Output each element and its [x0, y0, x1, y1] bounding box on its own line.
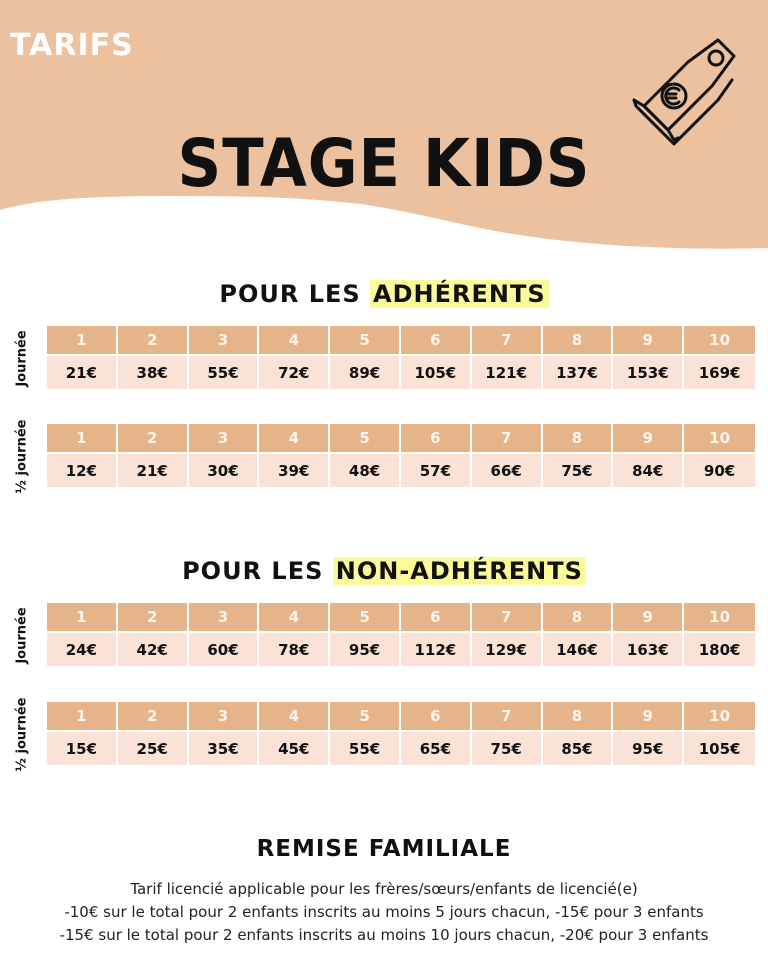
day-count-cell: 7 [472, 424, 543, 454]
price-cell: 121€ [472, 356, 543, 389]
prices-row [47, 732, 755, 765]
price-cell: 38€ [118, 356, 189, 389]
tarifs-label: TARIFS [10, 28, 134, 63]
day-count-cell: 1 [47, 424, 118, 454]
price-cell: 105€ [401, 356, 472, 389]
section-title-adherents [0, 280, 768, 308]
price-cell: 84€ [613, 454, 684, 487]
row-label-demi-journee: ½ journée [14, 697, 30, 771]
price-cell: 129€ [472, 633, 543, 666]
price-cell: 15€ [47, 732, 118, 765]
days-row [47, 603, 755, 633]
day-count-cell: 4 [259, 702, 330, 732]
price-cell: 57€ [401, 454, 472, 487]
day-count-cell: 4 [259, 603, 330, 633]
price-cell: 24€ [47, 633, 118, 666]
price-cell: 60€ [189, 633, 260, 666]
section-title-prefix: POUR LES [219, 280, 371, 308]
day-count-cell: 9 [613, 603, 684, 633]
price-cell: 21€ [47, 356, 118, 389]
price-cell: 66€ [472, 454, 543, 487]
day-count-cell: 10 [684, 603, 755, 633]
day-count-cell: 1 [47, 603, 118, 633]
day-count-cell: 2 [118, 326, 189, 356]
price-cell: 55€ [189, 356, 260, 389]
day-count-cell: 2 [118, 603, 189, 633]
day-count-cell: 6 [401, 424, 472, 454]
price-cell: 48€ [330, 454, 401, 487]
day-count-cell: 5 [330, 702, 401, 732]
day-count-cell: 7 [472, 702, 543, 732]
price-cell: 75€ [472, 732, 543, 765]
days-row [47, 702, 755, 732]
price-cell: 95€ [613, 732, 684, 765]
section-title-highlight: ADHÉRENTS [370, 280, 549, 308]
day-count-cell: 1 [47, 702, 118, 732]
day-count-cell: 9 [613, 424, 684, 454]
remise-line: -10€ sur le total pour 2 enfants inscrits au moins 5 jours chacun, -15€ pour 3 enfants [64, 903, 704, 921]
day-count-cell: 2 [118, 424, 189, 454]
price-cell: 55€ [330, 732, 401, 765]
day-count-cell: 5 [330, 424, 401, 454]
day-count-cell: 8 [543, 702, 614, 732]
prices-row [47, 633, 755, 666]
day-count-cell: 7 [472, 603, 543, 633]
price-cell: 65€ [401, 732, 472, 765]
price-cell: 45€ [259, 732, 330, 765]
remise-line: -15€ sur le total pour 2 enfants inscrits au moins 10 jours chacun, -20€ pour 3 enfants [59, 926, 709, 944]
price-cell: 72€ [259, 356, 330, 389]
day-count-cell: 8 [543, 424, 614, 454]
prices-row [47, 356, 755, 389]
price-cell: 30€ [189, 454, 260, 487]
price-cell: 35€ [189, 732, 260, 765]
price-cell: 21€ [118, 454, 189, 487]
price-table-adherents-demi-journee [47, 424, 755, 487]
page-title: STAGE KIDS [177, 125, 591, 202]
day-count-cell: 10 [684, 424, 755, 454]
day-count-cell: 3 [189, 702, 260, 732]
price-cell: 25€ [118, 732, 189, 765]
section-title-non-adherents [0, 557, 768, 585]
day-count-cell: 2 [118, 702, 189, 732]
day-count-cell: 6 [401, 702, 472, 732]
price-cell: 163€ [613, 633, 684, 666]
day-count-cell: 5 [330, 326, 401, 356]
remise-title: REMISE FAMILIALE [256, 836, 512, 862]
day-count-cell: 10 [684, 326, 755, 356]
remise-text [0, 878, 768, 947]
price-cell: 112€ [401, 633, 472, 666]
price-cell: 75€ [543, 454, 614, 487]
price-cell: 12€ [47, 454, 118, 487]
price-cell: 95€ [330, 633, 401, 666]
day-count-cell: 1 [47, 326, 118, 356]
price-cell: 85€ [543, 732, 614, 765]
price-cell: 42€ [118, 633, 189, 666]
day-count-cell: 3 [189, 603, 260, 633]
day-count-cell: 4 [259, 326, 330, 356]
row-label-journee: Journée [14, 606, 30, 664]
price-table-non-adherents-journee [47, 603, 755, 666]
day-count-cell: 9 [613, 326, 684, 356]
price-table-non-adherents-demi-journee [47, 702, 755, 765]
day-count-cell: 10 [684, 702, 755, 732]
day-count-cell: 8 [543, 603, 614, 633]
price-table-adherents-journee [47, 326, 755, 389]
day-count-cell: 6 [401, 326, 472, 356]
row-label-journee: Journée [14, 329, 30, 387]
price-cell: 169€ [684, 356, 755, 389]
day-count-cell: 6 [401, 603, 472, 633]
day-count-cell: 8 [543, 326, 614, 356]
price-cell: 146€ [543, 633, 614, 666]
price-cell: 180€ [684, 633, 755, 666]
day-count-cell: 3 [189, 424, 260, 454]
day-count-cell: 3 [189, 326, 260, 356]
day-count-cell: 5 [330, 603, 401, 633]
days-row [47, 424, 755, 454]
day-count-cell: 7 [472, 326, 543, 356]
remise-line: Tarif licencié applicable pour les frères/sœurs/enfants de licencié(e) [130, 880, 638, 898]
price-cell: 105€ [684, 732, 755, 765]
prices-row [47, 454, 755, 487]
price-cell: 90€ [684, 454, 755, 487]
days-row [47, 326, 755, 356]
price-cell: 89€ [330, 356, 401, 389]
price-cell: 153€ [613, 356, 684, 389]
day-count-cell: 4 [259, 424, 330, 454]
day-count-cell: 9 [613, 702, 684, 732]
price-cell: 39€ [259, 454, 330, 487]
section-title-highlight: NON-ADHÉRENTS [333, 557, 586, 585]
price-cell: 78€ [259, 633, 330, 666]
section-title-prefix: POUR LES [182, 557, 333, 585]
price-cell: 137€ [543, 356, 614, 389]
row-label-demi-journee: ½ journée [14, 419, 30, 493]
